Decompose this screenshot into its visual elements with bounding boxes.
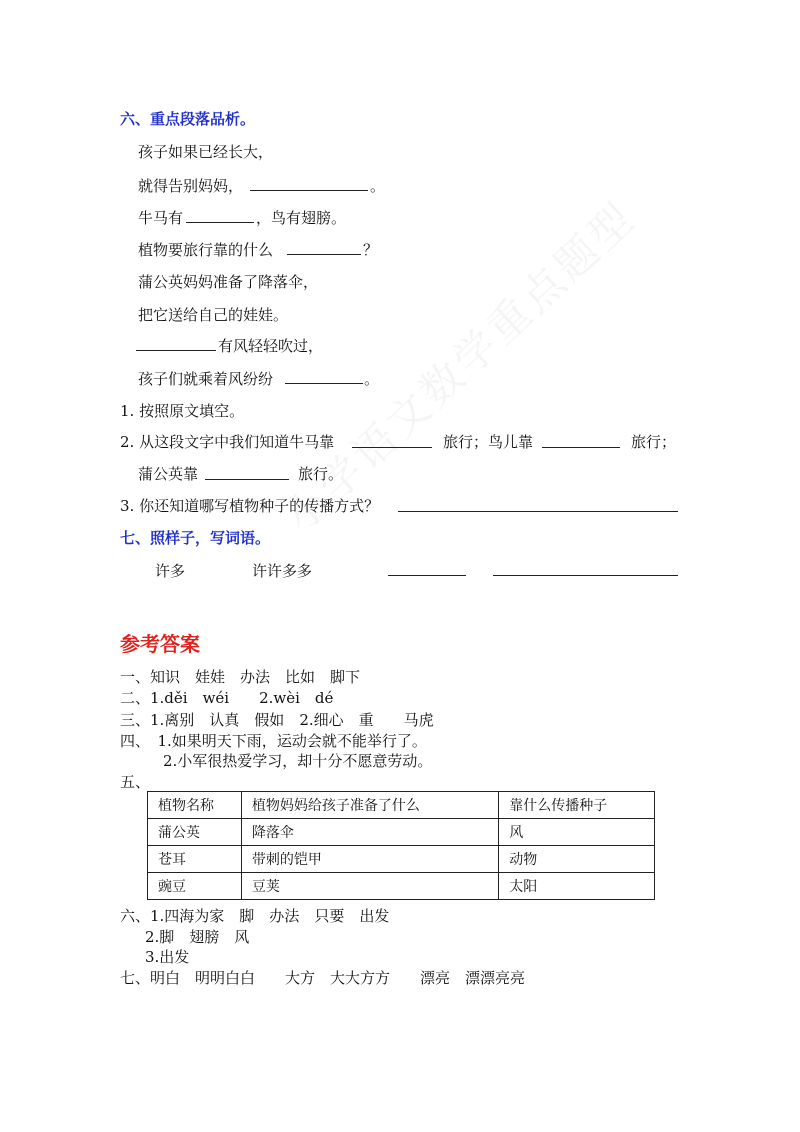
question-2-text: 旅行； — [631, 433, 677, 451]
answer-line: 五、 — [120, 773, 151, 791]
blank-line[interactable] — [285, 383, 363, 384]
poem-text: 。 — [370, 177, 386, 195]
blank-line[interactable] — [542, 447, 620, 448]
section-7-title: 七、照样子，写词语。 — [120, 529, 271, 547]
poem-line: 植物要旅行靠的什么 — [138, 241, 274, 259]
question-2: 2. 从这段文字中我们知道牛马靠 — [120, 433, 335, 451]
poem-text: ，鸟有翅膀。 — [256, 209, 347, 227]
table-header-row — [148, 792, 655, 819]
question-2-line2: 蒲公英靠 — [138, 465, 199, 483]
blank-line[interactable] — [398, 511, 678, 512]
table-cell: 豆荚 — [241, 873, 498, 900]
table-row — [148, 873, 655, 900]
blank-line[interactable] — [205, 479, 289, 480]
poem-text: ？ — [363, 241, 379, 259]
poem-text: 。 — [364, 370, 380, 388]
answer-table — [147, 791, 655, 900]
answer-line: 3.出发 — [145, 948, 190, 966]
table-cell: 苍耳 — [148, 846, 242, 873]
blank-line[interactable] — [352, 447, 432, 448]
example-word: 许多 — [155, 562, 186, 580]
table-cell: 风 — [499, 819, 655, 846]
watermark — [270, 186, 647, 544]
blank-line[interactable] — [136, 350, 216, 351]
section-6-title: 六、重点段落品析。 — [120, 110, 256, 128]
answer-line: 六、1.四海为家 脚 办法 只要 出发 — [120, 907, 390, 925]
blank-line[interactable] — [287, 254, 361, 255]
answer-line: 2.小军很热爱学习，却十分不愿意劳动。 — [163, 752, 433, 770]
answers-title: 参考答案 — [120, 632, 200, 656]
table-cell: 太阳 — [499, 873, 655, 900]
question-2-text: 旅行；鸟儿靠 — [443, 433, 534, 451]
table-row — [148, 819, 655, 846]
answer-line: 二、1.děi wéi 2.wèi dé — [120, 689, 334, 707]
table-cell: 蒲公英 — [148, 819, 242, 846]
blank-line[interactable] — [493, 575, 678, 576]
poem-line: 有风轻轻吹过， — [218, 337, 324, 355]
poem-line: 牛马有 — [138, 209, 184, 227]
question-3: 3. 你还知道哪写植物种子的传播方式？ — [120, 497, 380, 515]
poem-line: 把它送给自己的娃娃。 — [138, 306, 289, 324]
answer-line: 七、明白 明明白白 大方 大大方方 漂亮 漂漂亮亮 — [120, 969, 526, 987]
answer-line: 四、 1.如果明天下雨，运动会就不能举行了。 — [120, 732, 427, 750]
poem-line: 孩子如果已经长大， — [138, 143, 274, 161]
question-1: 1. 按照原文填空。 — [120, 402, 245, 420]
answer-line: 2.脚 翅膀 风 — [145, 928, 250, 946]
question-2-text: 旅行。 — [298, 465, 344, 483]
table-cell: 豌豆 — [148, 873, 242, 900]
table-cell: 动物 — [499, 846, 655, 873]
blank-line[interactable] — [388, 575, 466, 576]
table-header: 植物名称 — [148, 792, 242, 819]
table-header: 靠什么传播种子 — [499, 792, 655, 819]
table-cell: 降落伞 — [241, 819, 498, 846]
table-row — [148, 846, 655, 873]
example-word: 许许多多 — [252, 562, 313, 580]
poem-line: 就得告别妈妈， — [138, 177, 244, 195]
blank-line[interactable] — [250, 190, 368, 191]
table-header: 植物妈妈给孩子准备了什么 — [241, 792, 498, 819]
poem-line: 蒲公英妈妈准备了降落伞， — [138, 273, 319, 291]
table-cell: 带刺的铠甲 — [241, 846, 498, 873]
poem-line: 孩子们就乘着风纷纷 — [138, 370, 274, 388]
blank-line[interactable] — [186, 222, 254, 223]
answer-line: 一、知识 娃娃 办法 比如 脚下 — [120, 668, 361, 686]
answer-line: 三、1.离别 认真 假如 2.细心 重 马虎 — [120, 711, 434, 729]
